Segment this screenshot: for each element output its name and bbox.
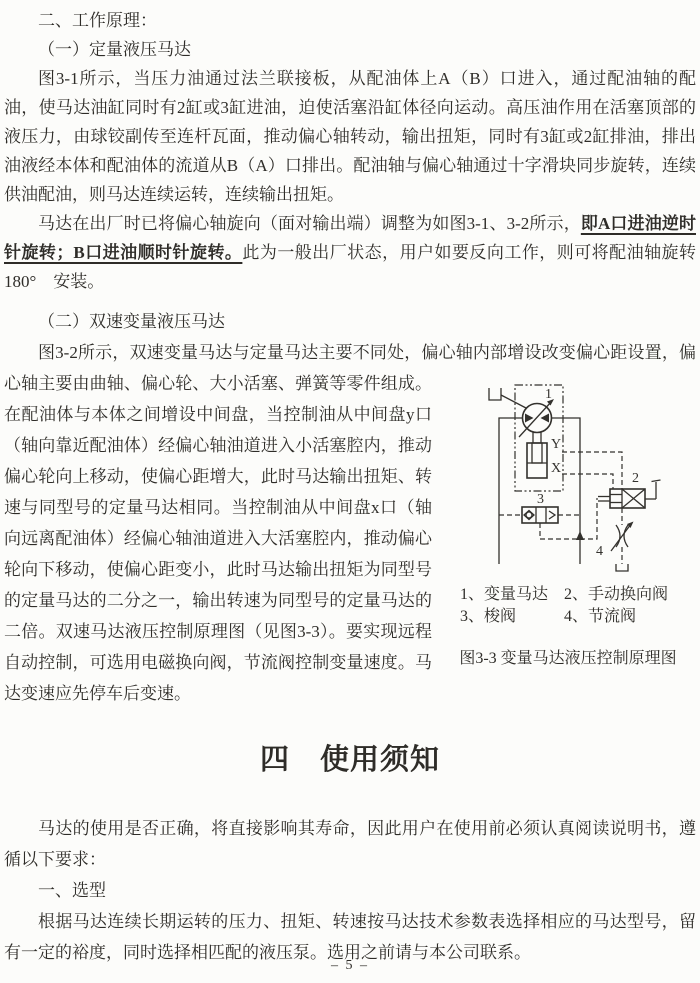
throttle-valve-symbol — [596, 522, 634, 560]
page-number: – 5 – — [331, 958, 369, 973]
paragraph-factory-setting — [4, 209, 696, 296]
section4-title: 四 使用须知 — [259, 744, 440, 776]
part-number-2: 2 — [632, 471, 639, 486]
paragraph-fixed-motor: 图3-1所示，当压力油通过法兰联接板，从配油体上A（B）口进入，通过配油轴的配油，使马达油缸同时有2缸或3缸进油，迫使活塞沿缸体径向运动。高压油作用在活塞顶部的液压力，由球铰副传至连杆瓦面，推动偏心轴转动，输出扭矩，同时有3缸或2缸排油，排出油液经本体和配油体的流道从B（A）口排出。配油轴与偏心轴通过十字滑块同步旋转，连续供油配油，则马达连续运转，连续输出扭矩。 — [4, 69, 696, 204]
variable-motor-text-line1: 图3-2所示，双速变量马达与定量马达主要不同处，偏心轴内部增设改变偏心距设置，偏心轴主 — [4, 343, 696, 393]
legend-item-shuttle: 3、梭阀 — [460, 608, 517, 625]
oil-tank-symbol-top — [489, 388, 501, 400]
section2-2-heading: （二）双速变量液压马达 — [38, 312, 225, 331]
legend-item-valve: 2、手动换向阀 — [564, 586, 669, 603]
figure-3-3 — [440, 368, 696, 670]
part-number-3: 3 — [537, 492, 544, 507]
port-label-y: Y — [551, 437, 562, 452]
paragraph-model-selection: 根据马达连续长期运转的压力、扭矩、转速按马达技术参数表选择相应的马达型号，留有一定的裕度，同时选择相匹配的液压泵。选用之前请与本公司联系。 — [4, 912, 696, 962]
part-number-1: 1 — [545, 387, 552, 402]
section4-1-heading: 一、选型 — [38, 881, 106, 900]
legend-row — [440, 584, 696, 606]
legend-item-motor: 1、变量马达 — [460, 586, 549, 603]
displacement-cylinder — [527, 433, 561, 479]
port-label-x: X — [551, 461, 562, 476]
figure-caption: 图3-3 变量马达液压控制原理图 — [459, 650, 677, 667]
variable-motor-text-rest: 要由曲轴、偏心轮、大小活塞、弹簧等零件组成。在配油体与本体之间增设中间盘，当控制油从中间盘y口（轴向靠近配油体）经偏心轴油道进入小活塞腔内，推动偏心轮向上移动，使偏心距增大，此时马达输出扭矩、转速与同型号的定量马达相同。当控制油从中间盘x口（轴向远离配油体）经偏心轴油道进入大活塞腔内，推动偏心轮向下移动，使偏心距变小，此时马达输出扭矩为同型号的定量马达的二分之一，输出转速为同型号的定量马达的二倍。双速马达液压控制原理图（见图3-3）。要实现远程自动控制，可选用电磁换向阀，节流阀控制变量速度。马达变速应先停车后变速。 — [4, 374, 432, 703]
shuttle-valve-symbol — [522, 492, 558, 523]
figure-legend — [440, 584, 696, 628]
factory-setting-text-end: 此为一般出厂状态，用户如要反向工作，则可将配油轴旋转180° 安装。 — [4, 243, 697, 291]
legend-item-throttle: 4、节流阀 — [564, 608, 637, 625]
rotation-direction-emphasis: 即A口进油逆时针旋转；B口进油顺时针旋转。 — [4, 214, 696, 262]
legend-row — [440, 606, 696, 628]
hydraulic-schematic — [440, 381, 695, 576]
manual-directional-valve-symbol — [598, 471, 661, 508]
section2-heading: 二、工作原理： — [38, 11, 157, 30]
paragraph-variable-motor — [4, 337, 696, 709]
motor-case-drain-line — [489, 388, 526, 408]
section2-1-heading: （一）定量液压马达 — [38, 40, 191, 59]
oil-tank-symbol-bottom — [616, 564, 628, 571]
variable-motor-symbol — [519, 387, 554, 437]
part-number-4: 4 — [596, 544, 603, 559]
factory-setting-text: 马达在出厂时已将偏心轴旋向（面对输出端）调整为如图3-1、3-2所示， — [38, 214, 581, 233]
valve-lever-icon — [652, 480, 661, 499]
paragraph-usage-intro: 马达的使用是否正确，将直接影响其寿命，因此用户在使用前必须认真阅读说明书，遵循以下要求： — [4, 819, 696, 869]
